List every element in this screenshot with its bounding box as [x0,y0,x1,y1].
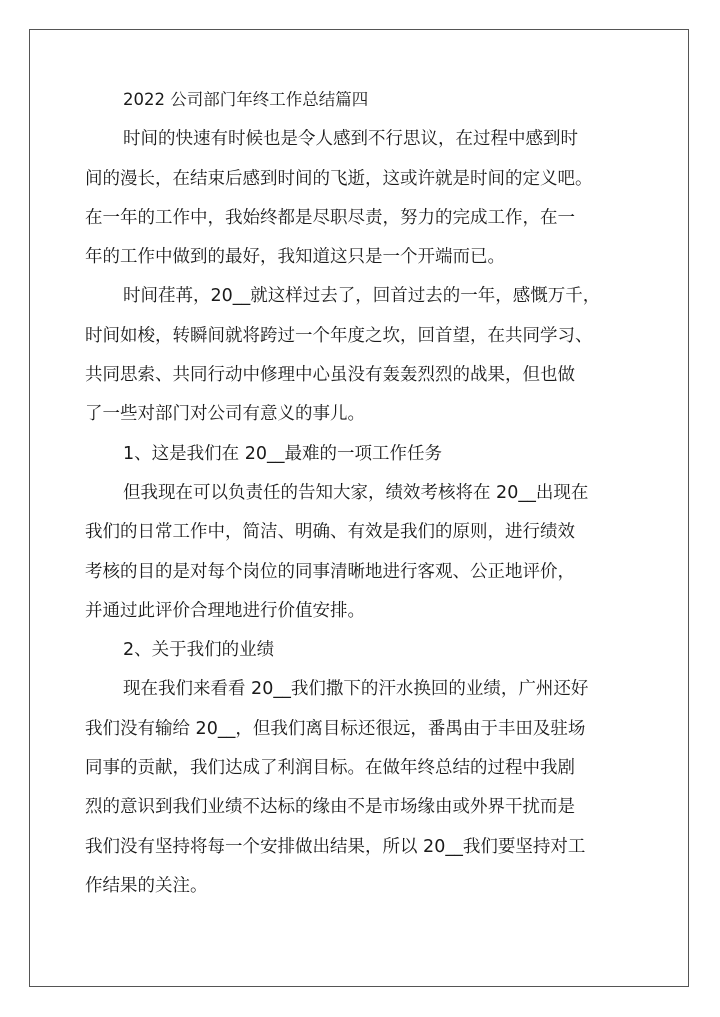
paragraph-line: 考核的目的是对每个岗位的同事清晰地进行客观、公正地评价， [85,561,575,582]
document-title: 2022 公司部门年终工作总结篇四 [123,90,369,109]
paragraph-line: 我们没有输给 20__，但我们离目标还很远，番禺由于丰田及驻场 [85,718,586,739]
section-heading: 1、这是我们在 20__最难的一项工作任务 [123,443,442,464]
paragraph-line: 我们的日常工作中，简洁、明确、有效是我们的原则，进行绩效 [85,522,575,543]
paragraph-line: 但我现在可以负责任的告知大家，绩效考核将在 20__出现在 [123,482,589,503]
paragraph-line: 时间的快速有时候也是令人感到不行思议，在过程中感到时 [123,129,578,150]
paragraph-line: 并通过此评价合理地进行价值安排。 [85,600,365,621]
document-body [85,92,636,917]
paragraph-line: 间的漫长，在结束后感到时间的飞逝，这或许就是时间的定义吧。 [85,168,593,189]
paragraph-line: 共同思索、共同行动中修理中心虽没有轰轰烈烈的战果，但也做 [85,365,575,386]
section-heading: 2、关于我们的业绩 [123,640,275,661]
paragraph-line: 现在我们来看看 20__我们撒下的汗水换回的业绩，广州还好 [123,679,589,700]
paragraph-line: 时间如梭，转瞬间就将跨过一个年度之坎，回首望，在共同学习、 [85,325,593,346]
paragraph-line: 年的工作中做到的最好，我知道这只是一个开端而已。 [85,247,505,268]
paragraph-line: 烈的意识到我们业绩不达标的缘由不是市场缘由或外界干扰而是 [85,797,575,818]
paragraph-line: 时间荏苒，20__就这样过去了，回首过去的一年，感慨万千， [123,286,601,307]
paragraph-line: 在一年的工作中，我始终都是尽职尽责，努力的完成工作，在一 [85,207,575,228]
paragraph-line: 同事的贡献，我们达成了利润目标。在做年终总结的过程中我剧 [85,758,575,779]
paragraph-line: 了一些对部门对公司有意义的事儿。 [85,404,365,425]
paragraph-line: 作结果的关注。 [85,875,208,896]
paragraph-line: 我们没有坚持将每一个安排做出结果，所以 20__我们要坚持对工 [85,836,586,857]
